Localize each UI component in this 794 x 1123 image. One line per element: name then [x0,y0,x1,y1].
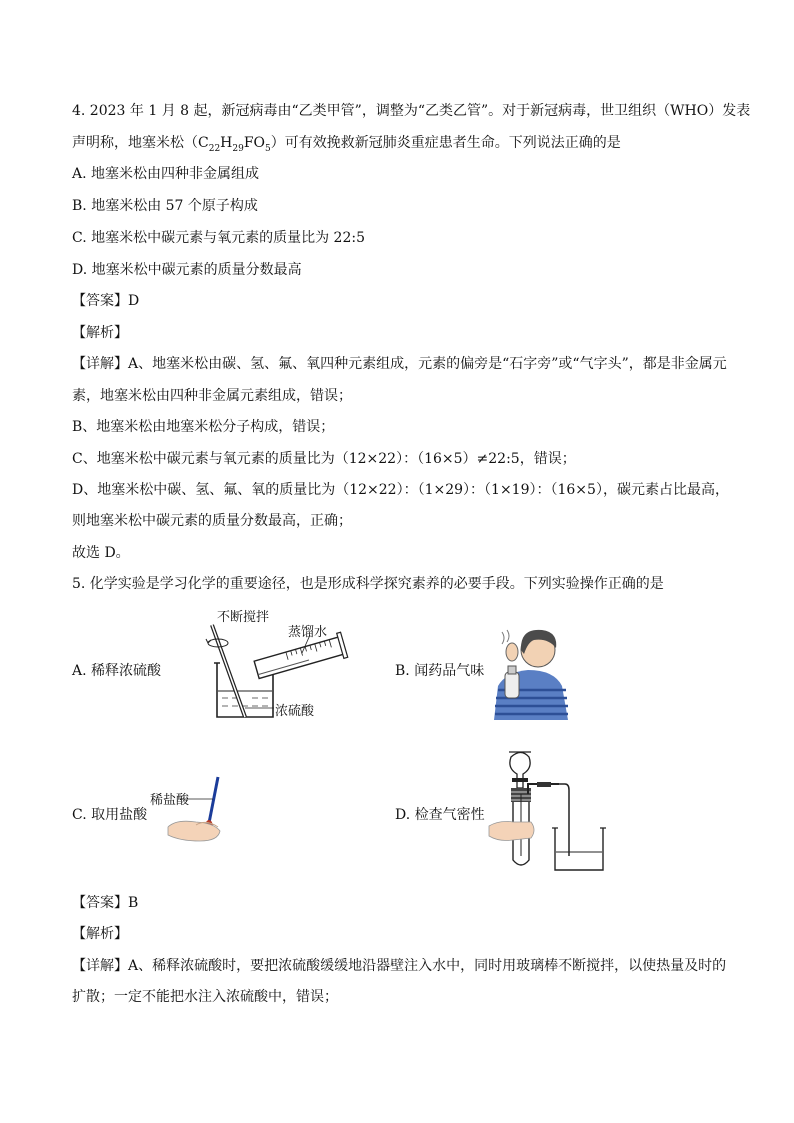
q4-detail-line4: C、地塞米松中碳元素与氧元素的质量比为（12×22）：（16×5）≠22:5，错误； [72,451,576,467]
hand-icon [506,643,518,661]
q4-stem-part: H [220,135,233,151]
q4-stem-part: 声明称，地塞米松（C [72,135,209,151]
q4-detail-line1 [72,354,727,374]
q4-stem-part: ）可有效挽救新冠肺炎重症患者生命。下列说法正确的是 [270,135,621,151]
dropper-figure [166,775,246,845]
q5-analysis-tag: 【解析】 [72,926,128,942]
answer-tag: 【答案】 [72,293,128,309]
q4-detail-line5: D、地塞米松中碳、氢、氟、氧的质量比为（12×22）：（1×29）：（1×19）：（16×5），碳元素占比最高， [72,482,729,498]
subscript: 5 [265,143,271,154]
hcl-label: 稀盐酸 [150,793,190,808]
q5-answer [72,893,138,913]
hand-icon [489,822,534,841]
q4-option-a: A. 地塞米松由四种非金属组成 [72,166,260,182]
detail-tag: 【详解】 [72,356,128,372]
q4-option-d: D. 地塞米松中碳元素的质量分数最高 [72,262,302,278]
q4-option-c: C. 地塞米松中碳元素与氧元素的质量比为 22:5 [72,230,366,246]
stir-label: 不断搅拌 [217,610,270,625]
q4-stem-line1: 4. 2023 年 1 月 8 起，新冠病毒由“乙类甲管”，调整为“乙类乙管”。对于新冠病毒，世卫组织（WHO）发表 [72,103,751,119]
q4-detail-line7: 故选 D。 [72,545,130,561]
answer-value: D [128,293,140,309]
q5-stem: 5. 化学实验是学习化学的重要途径，也是形成科学探究素养的必要手段。下列实验操作正确的是 [72,576,664,592]
q4-option-b: B. 地塞米松由 57 个原子构成 [72,198,258,214]
q5-option-d: D. 检查气密性 [395,807,485,823]
q5-option-c: C. 取用盐酸 [72,807,148,823]
detail-text: A、稀释浓硫酸时，要把浓硫酸缓缓地沿器壁注入水中，同时用玻璃棒不断搅拌，以使热量及时的 [128,958,727,974]
q5-detail-line2: 扩散；一定不能把水注入浓硫酸中，错误； [72,989,338,1005]
smell-figure [488,624,572,720]
q4-detail-line3: B、地塞米松由地塞米松分子构成，错误； [72,419,335,435]
detail-tag: 【详解】 [72,958,128,974]
subscript: 22 [208,143,221,154]
dropper-tube [209,777,218,823]
q5-option-b: B. 闻药品气味 [395,663,485,679]
q5-option-a: A. 稀释浓硫酸 [72,663,162,679]
bottle [505,672,519,698]
liquid-hatch [222,698,268,706]
q4-detail-line6: 则地塞米松中碳元素的质量分数最高，正确； [72,513,352,529]
beaker-outline [555,828,603,870]
q4-stem-line2 [72,133,621,159]
subscript: 29 [232,143,244,154]
airtight-figure [485,748,615,873]
q4-detail-line2: 素，地塞米松由四种非金属元素组成，错误； [72,388,352,404]
answer-tag: 【答案】 [72,895,128,911]
water-label: 蒸馏水 [288,625,328,640]
answer-value: B [128,895,139,911]
q4-answer [72,291,139,311]
q5-detail-line1 [72,956,726,976]
q4-analysis-tag: 【解析】 [72,325,128,341]
separatory-funnel [510,753,530,789]
q4-stem-part: FO [243,135,266,151]
detail-text: A、地塞米松由碳、氢、氟、氧四种元素组成，元素的偏旁是“石字旁”或“气字头”，都是非金属元 [128,356,727,372]
acid-label: 浓硫酸 [275,704,315,719]
